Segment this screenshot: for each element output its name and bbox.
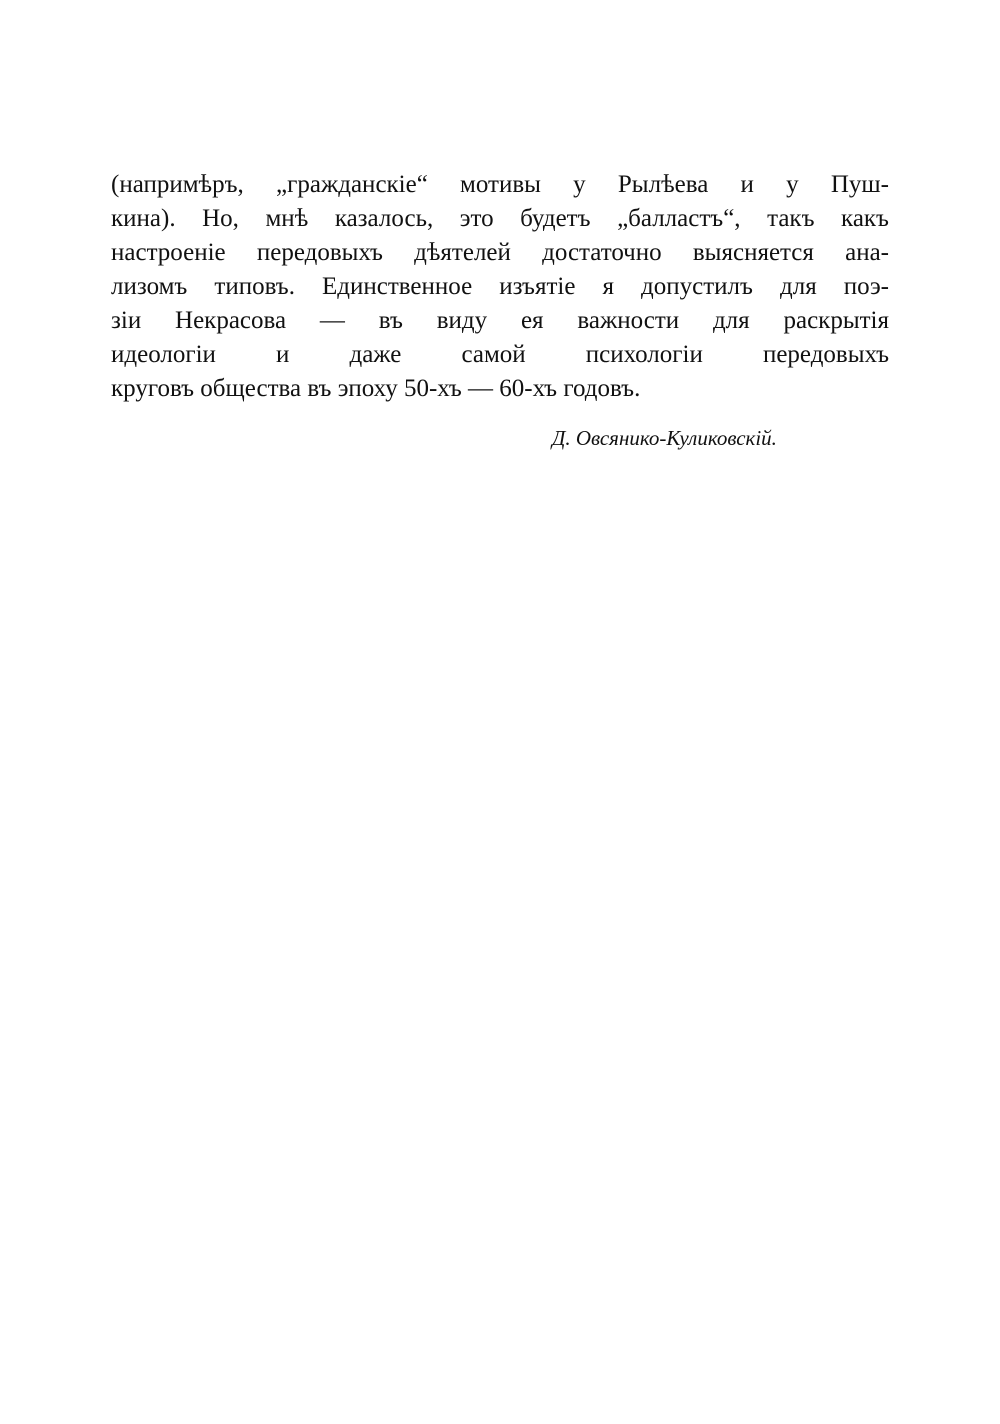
paragraph-line: кина). Но, мнѣ казалось, это будетъ „балластъ“, такъ какъ xyxy=(111,205,889,232)
paragraph-line: круговъ общества въ эпоху 50-хъ — 60-хъ годовъ. xyxy=(111,375,641,402)
paragraph-line: настроеніе передовыхъ дѣятелей достаточно выясняется ана- xyxy=(111,239,889,266)
author-signature: Д. Овсянико-Куликовскій. xyxy=(552,426,777,450)
paragraph-line: зіи Некрасова — въ виду ея важности для раскрытія xyxy=(111,307,889,334)
paragraph-line: лизомъ типовъ. Единственное изъятіе я допустилъ для поэ- xyxy=(111,273,889,300)
paragraph xyxy=(111,168,889,406)
paragraph-line: идеологіи и даже самой психологіи передовыхъ xyxy=(111,341,889,368)
paragraph-line: (напримѣръ, „гражданскіе“ мотивы у Рылѣева и у Пуш- xyxy=(111,171,889,198)
